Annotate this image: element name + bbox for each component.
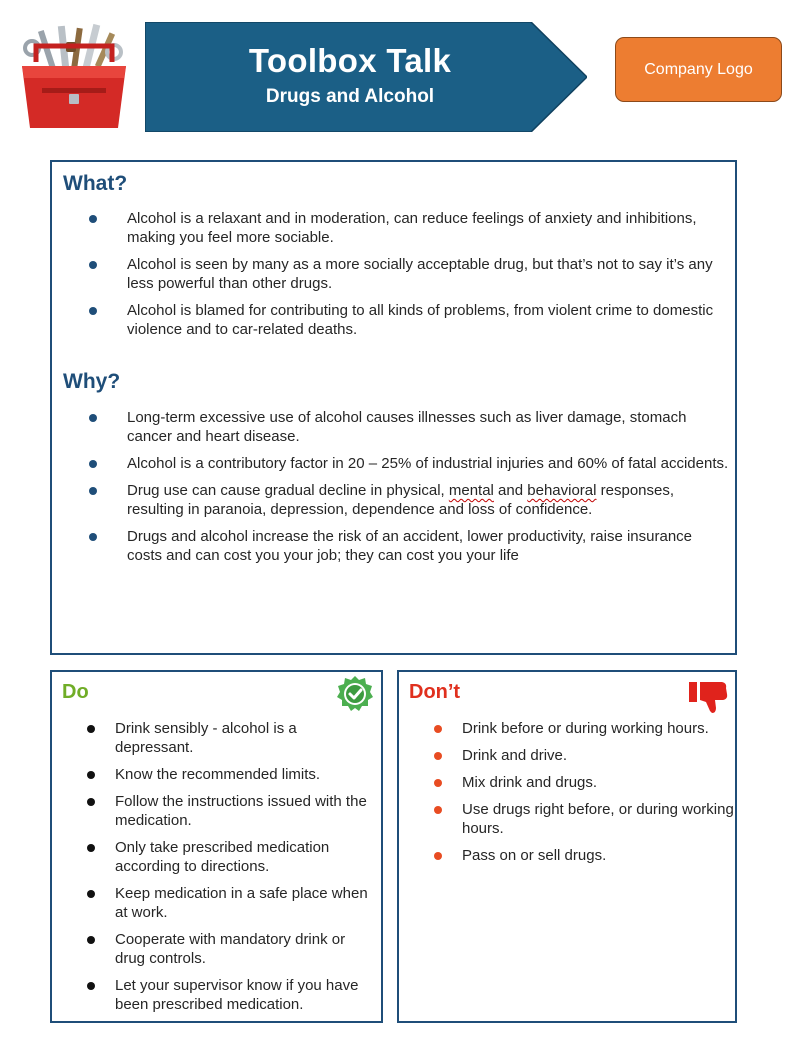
bullet-icon (87, 982, 95, 990)
do-item: Follow the instructions issued with the medication. (87, 792, 377, 830)
what-item: Alcohol is a relaxant and in moderation, can reduce feelings of anxiety and inhibitions, making you feel more sociable. (89, 209, 729, 247)
dont-item: Mix drink and drugs. (434, 773, 734, 792)
dont-item: Drink and drive. (434, 746, 734, 765)
bullet-icon (87, 725, 95, 733)
what-item: Alcohol is seen by many as a more socially acceptable drug, but that’s not to say it’s any less powerful than other drugs. (89, 255, 729, 293)
do-item: Know the recommended limits. (87, 765, 377, 784)
why-item: Alcohol is a contributory factor in 20 – 25% of industrial injuries and 60% of fatal accidents. (89, 454, 729, 473)
page-title: Toolbox Talk (248, 42, 452, 79)
company-logo-placeholder: Company Logo (615, 37, 782, 102)
page-subtitle: Drugs and Alcohol (265, 86, 435, 107)
bullet-icon (434, 725, 442, 733)
do-item: Only take prescribed medication according to directions. (87, 838, 377, 876)
dont-heading: Don’t (409, 681, 461, 703)
bullet-icon (434, 779, 442, 787)
dont-panel (397, 670, 737, 1023)
bullet-icon (434, 752, 442, 760)
dont-item: Use drugs right before, or during working hours. (434, 800, 734, 838)
why-list (89, 408, 729, 573)
title-banner (145, 22, 587, 132)
do-list (87, 719, 377, 1022)
do-panel (50, 670, 383, 1023)
bullet-icon (87, 771, 95, 779)
bullet-icon (89, 414, 97, 422)
what-list (89, 209, 729, 347)
bullet-icon (89, 215, 97, 223)
bullet-icon (87, 798, 95, 806)
bullet-icon (89, 307, 97, 315)
why-item (89, 481, 729, 519)
bullet-icon (89, 533, 97, 541)
bullet-icon (89, 261, 97, 269)
why-heading: Why? (63, 370, 121, 393)
dont-item: Drink before or during working hours. (434, 719, 734, 738)
bullet-icon (87, 844, 95, 852)
dont-list (434, 719, 734, 873)
why-item-text-spellcheck: Drug use can cause gradual decline in physical, mental and behavioral responses, resulting in paranoia, depression, dependence and loss of confidence. (127, 482, 675, 518)
toolbox-icon (14, 22, 134, 134)
check-badge-icon (336, 675, 374, 713)
why-item: Long-term excessive use of alcohol causes illnesses such as liver damage, stomach cancer and heart disease. (89, 408, 729, 446)
why-item: Drugs and alcohol increase the risk of an accident, lower productivity, raise insurance costs and can cost you your job; they can cost you your life (89, 527, 729, 565)
bullet-icon (434, 806, 442, 814)
toolbox-illustration (14, 22, 134, 134)
bullet-icon (434, 852, 442, 860)
what-heading: What? (63, 172, 128, 195)
what-item: Alcohol is blamed for contributing to all kinds of problems, from violent crime to domestic violence and to car-related deaths. (89, 301, 729, 339)
do-heading: Do (62, 681, 89, 703)
bullet-icon (89, 460, 97, 468)
do-item: Drink sensibly - alcohol is a depressant. (87, 719, 377, 757)
bullet-icon (87, 936, 95, 944)
do-item: Keep medication in a safe place when at work. (87, 884, 377, 922)
bullet-icon (87, 890, 95, 898)
do-item: Let your supervisor know if you have been prescribed medication. (87, 976, 377, 1014)
bullet-icon (89, 487, 97, 495)
thumbs-down-icon (688, 680, 730, 714)
do-item: Cooperate with mandatory drink or drug controls. (87, 930, 377, 968)
dont-item: Pass on or sell drugs. (434, 846, 734, 865)
what-why-panel (50, 160, 737, 655)
